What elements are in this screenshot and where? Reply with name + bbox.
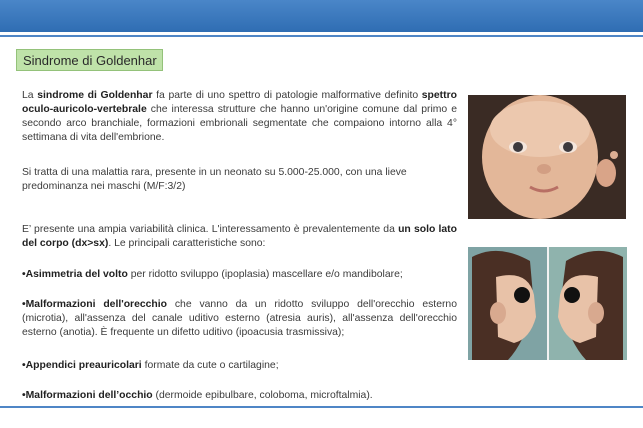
slide-title: Sindrome di Goldenhar [16, 49, 163, 71]
baby-face-photo [468, 95, 626, 219]
header-divider [0, 35, 643, 37]
rarity-paragraph: Si tratta di una malattia rara, presente in un neonato su 5.000-25.000, con una lieve predominanza nei maschi (M/F:3/2) [22, 167, 407, 192]
child-profiles-photo [468, 247, 627, 360]
bullet-facial-asymmetry: •Asimmetria del volto per ridotto sviluppo (ipoplasia) mascellare e/o mandibolare; [22, 269, 403, 280]
bullet-eye-malformations: •Malformazioni dell’occhio (dermoide epibulbare, coloboma, microftalmia). [22, 390, 373, 401]
header-bar [0, 0, 643, 32]
variability-paragraph: E’ presente una ampia variabilità clinica. L'interessamento è prevalentemente da un solo lato del corpo (dx>sx). Le principali caratteristiche sono: [22, 224, 457, 249]
intro-paragraph: La sindrome di Goldenhar fa parte di uno spettro di patologie malformative definito spettro oculo-auricolo-vertebrale che interessa strutture che hanno un'origine comune dal primo e secondo arco branchiale, formazioni embrionali segmentate che compaiono intorno alla 4° settimana di vita dell'embrione. [22, 90, 457, 143]
bullet-preauricular-appendages: •Appendici preauricolari formate da cute o cartilagine; [22, 360, 279, 371]
bullet-ear-malformations: •Malformazioni dell'orecchio che vanno da un ridotto sviluppo dell'orecchio esterno (microtia), all'assenza del canale uditivo esterno (atresia auris), all'assenza dell'orecchio esterno (anotia). È frequente un difetto uditivo (ipoacusia trasmissiva); [22, 299, 457, 338]
footer-divider [0, 406, 643, 408]
